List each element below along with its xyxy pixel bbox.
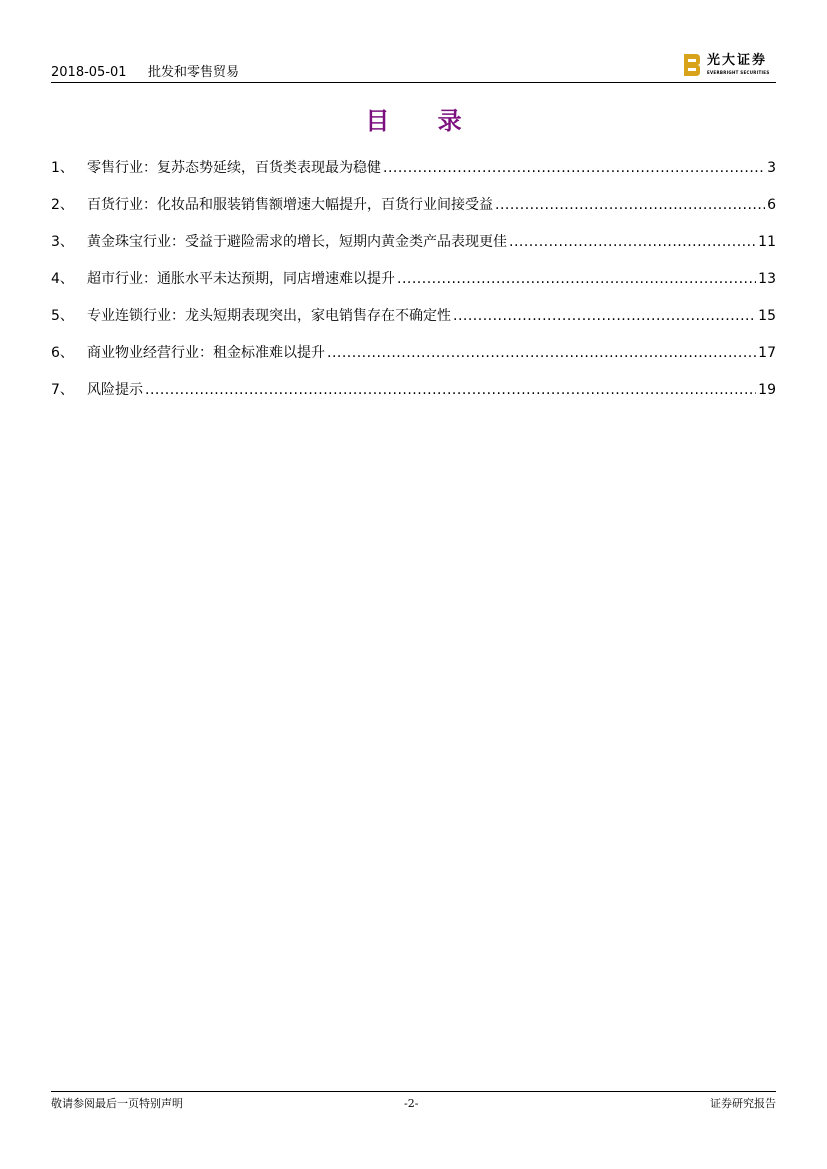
toc-item-page: 17 bbox=[758, 345, 776, 361]
toc-item-7[interactable] bbox=[51, 380, 776, 400]
footer-divider bbox=[51, 1091, 776, 1092]
toc-title: 目 录 bbox=[365, 107, 482, 135]
toc-item-number: 7、 bbox=[51, 382, 74, 398]
everbright-logo bbox=[683, 53, 777, 79]
everbright-logo-icon bbox=[683, 53, 701, 77]
toc-leader-dots bbox=[453, 306, 756, 326]
toc-leader-dots bbox=[145, 380, 756, 400]
toc-item-number: 1、 bbox=[51, 160, 74, 176]
footer-page-number: -2- bbox=[404, 1097, 419, 1110]
toc-item-number: 2、 bbox=[51, 197, 74, 213]
toc-leader-dots bbox=[397, 269, 756, 289]
toc-item-text: 超市行业：通胀水平未达预期，同店增速难以提升 bbox=[87, 271, 395, 287]
toc-item-number: 3、 bbox=[51, 234, 74, 250]
toc-leader-dots bbox=[383, 158, 765, 178]
report-industry: 批发和零售贸易 bbox=[148, 65, 240, 80]
toc-item-page: 13 bbox=[758, 271, 776, 287]
logo-english-name: EVERBRIGHT SECURITIES bbox=[707, 70, 770, 75]
toc-item-page: 15 bbox=[758, 308, 776, 324]
report-date: 2018-05-01 bbox=[51, 65, 127, 80]
toc-item-text: 黄金珠宝行业：受益于避险需求的增长，短期内黄金类产品表现更佳 bbox=[87, 234, 507, 250]
header-divider bbox=[51, 82, 776, 83]
toc-item-3[interactable] bbox=[51, 232, 776, 252]
footer-disclaimer: 敬请参阅最后一页特别声明 bbox=[51, 1097, 183, 1110]
toc-item-2[interactable] bbox=[51, 195, 776, 215]
toc-item-text: 零售行业：复苏态势延续，百货类表现最为稳健 bbox=[87, 160, 381, 176]
toc-item-4[interactable] bbox=[51, 269, 776, 289]
page-header bbox=[51, 56, 776, 82]
toc-item-6[interactable] bbox=[51, 343, 776, 363]
toc-item-text: 专业连锁行业：龙头短期表现突出，家电销售存在不确定性 bbox=[87, 308, 451, 324]
logo-chinese-name: 光大证券 bbox=[707, 53, 768, 68]
toc-item-text: 百货行业：化妆品和服装销售额增速大幅提升，百货行业间接受益 bbox=[87, 197, 493, 213]
toc-item-5[interactable] bbox=[51, 306, 776, 326]
toc-item-page: 11 bbox=[758, 234, 776, 250]
toc-item-text: 风险提示 bbox=[87, 382, 143, 398]
toc-leader-dots bbox=[327, 343, 756, 363]
toc-leader-dots bbox=[495, 195, 765, 215]
toc-item-page: 19 bbox=[758, 382, 776, 398]
toc-item-number: 5、 bbox=[51, 308, 74, 324]
toc-item-page: 6 bbox=[767, 197, 776, 213]
toc-item-1[interactable] bbox=[51, 158, 776, 178]
toc-leader-dots bbox=[509, 232, 756, 252]
toc-item-number: 6、 bbox=[51, 345, 74, 361]
toc-item-page: 3 bbox=[767, 160, 776, 176]
footer-report-type: 证券研究报告 bbox=[710, 1097, 776, 1110]
toc-item-number: 4、 bbox=[51, 271, 74, 287]
toc-item-text: 商业物业经营行业：租金标准难以提升 bbox=[87, 345, 325, 361]
